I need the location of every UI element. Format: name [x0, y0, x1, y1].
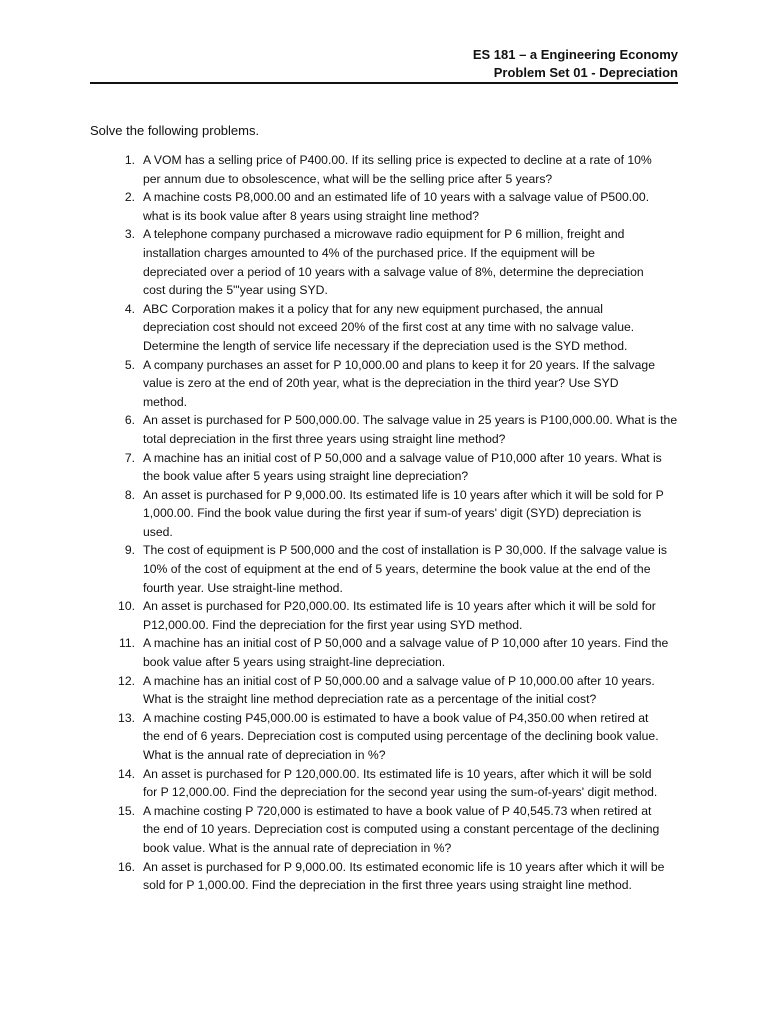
problem-text: A machine costing P45,000.00 is estimated to have a book value of P4,350.00 when retired at the end of 6 years. Depreciation cost is computed using percentage of the declining book value. What is the annual rate of depreciation in %? [143, 710, 659, 762]
problem-number: 15. [118, 803, 135, 818]
spacer [135, 449, 143, 486]
problem-list [90, 151, 678, 895]
problem-number: 11. [118, 636, 135, 651]
problem-text: A machine costing P 720,000 is estimated to have a book value of P 40,545.73 when retired at the end of 10 years. Depreciation cost is computed using a constant percentage of the declining book value. What is the annual rate of depreciation in %? [143, 803, 660, 855]
spacer [135, 597, 143, 634]
spacer [135, 411, 143, 448]
list-item [90, 765, 678, 802]
problem-number: 13. [118, 710, 135, 725]
list-item [90, 449, 678, 486]
problem-number: 2. [124, 190, 135, 205]
header-divider [90, 82, 678, 84]
list-item [90, 541, 678, 597]
list-item [90, 486, 678, 542]
problem-number: 10. [118, 599, 135, 614]
problem-text: An asset is purchased for P20,000.00. Its estimated life is 10 years after which it will be sold for P12,000.00. Find the depreciation for the first year using SYD method. [143, 599, 656, 632]
problem-number: 6. [124, 413, 135, 428]
list-item [90, 634, 678, 671]
list-item [90, 858, 678, 895]
problem-number: 16. [118, 859, 135, 874]
problem-number: 14. [118, 766, 135, 781]
list-item [90, 411, 678, 448]
problem-number: 12. [118, 673, 135, 688]
spacer [135, 486, 143, 542]
problem-number: 5. [124, 357, 135, 372]
spacer [135, 188, 143, 225]
spacer [135, 672, 143, 709]
list-item [90, 709, 678, 765]
problem-text: A machine costs P8,000.00 and an estimated life of 10 years with a salvage value of P500.00. what is its book value after 8 years using straight line method? [143, 190, 650, 223]
problem-text: A company purchases an asset for P 10,000.00 and plans to keep it for 20 years. If the salvage value is zero at the end of 20th year, what is the depreciation in the third year? Use SYD method. [143, 357, 655, 409]
course-title: ES 181 – a Engineering Economy [472, 47, 678, 62]
instructions: Solve the following problems. [90, 123, 260, 138]
problem-text: A telephone company purchased a microwave radio equipment for P 6 million, freight and installation charges amounted to 4% of the purchased price. If the equipment will be depreciated over a period of 10 years with a salvage value of 8%, determine the depreciation cost during the 5"'year using SYD. [143, 227, 644, 298]
problem-number: 1. [124, 153, 135, 167]
list-item [90, 300, 678, 356]
problem-number: 8. [124, 487, 135, 502]
spacer [135, 634, 143, 671]
list-item [90, 356, 678, 412]
spacer [135, 802, 143, 858]
spacer [135, 300, 143, 356]
spacer [135, 225, 143, 299]
problem-text: A machine has an initial cost of P 50,000 and a salvage value of P 10,000 after 10 years. Find the book value after 5 years using straight-line depreciation. [143, 636, 669, 670]
list-item [90, 151, 678, 188]
spacer [135, 858, 143, 895]
list-item [90, 188, 678, 225]
problem-text: ABC Corporation makes it a policy that for any new equipment purchased, the annual depreciation cost should not exceed 20% of the first cost at any time with no salvage value. Determine the length of service life necessary if the depreciation used is the SYD method. [143, 301, 635, 353]
problem-text: The cost of equipment is P 500,000 and the cost of installation is P 30,000. If the salvage value is 10% of the cost of equipment at the end of 5 years, determine the book value at the end of the fourth year. Use straight-line method. [143, 543, 667, 595]
problem-text: An asset is purchased for P 120,000.00. Its estimated life is 10 years, after which it will be sold for P 12,000.00. Find the depreciation for the second year using the sum-of-years' digit method. [143, 766, 658, 800]
problem-number: 7. [124, 450, 135, 465]
problem-text: A machine has an initial cost of P 50,000.00 and a salvage value of P 10,000.00 after 10 years. What is the straight line method depreciation rate as a percentage of the initial cost? [143, 673, 655, 707]
document-header [473, 46, 678, 82]
problem-text: An asset is purchased for P 500,000.00. The salvage value in 25 years is P100,000.00. What is the total depreciation in the first three years using straight line method? [143, 413, 678, 446]
list-item [90, 802, 678, 858]
problem-text: An asset is purchased for P 9,000.00. Its estimated life is 10 years after which it will be sold for P 1,000.00. Find the book value during the first year if sum-of years' digit (SYD) depreciation is used. [143, 487, 664, 539]
list-item [90, 597, 678, 634]
problem-number: 3. [124, 227, 135, 242]
problem-text: An asset is purchased for P 9,000.00. Its estimated economic life is 10 years after which it will be sold for P 1,000.00. Find the depreciation in the first three years using straight line method. [143, 859, 665, 893]
problem-text: A machine has an initial cost of P 50,000 and a salvage value of P10,000 after 10 years. What is the book value after 5 years using straight line depreciation? [143, 450, 662, 484]
spacer [135, 541, 143, 597]
problem-set-title: Problem Set 01 - Depreciation [493, 65, 678, 80]
problem-text: A VOM has a selling price of P400.00. If its selling price is expected to decline at a rate of 10% per annum due to obsolescence, what will be the selling price after 5 years? [143, 153, 652, 186]
spacer [135, 765, 143, 802]
spacer [135, 709, 143, 765]
problem-number: 4. [124, 301, 135, 316]
spacer [135, 151, 143, 188]
list-item [90, 225, 678, 299]
problem-number: 9. [124, 543, 135, 558]
spacer [135, 356, 143, 412]
list-item [90, 672, 678, 709]
